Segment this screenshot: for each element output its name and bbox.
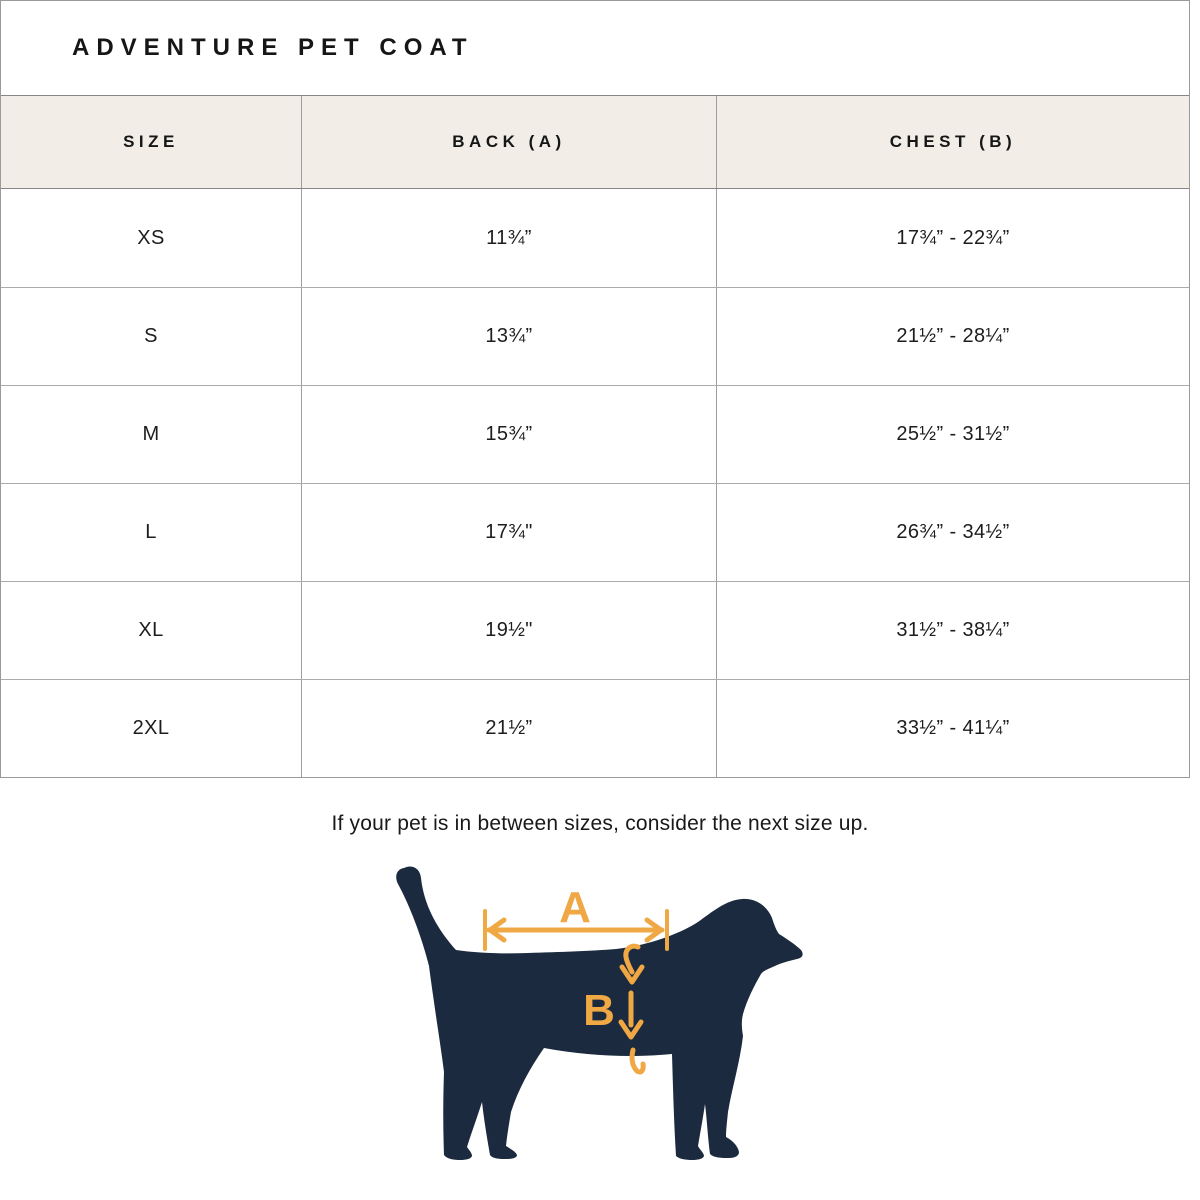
- table-row: [1, 385, 1189, 483]
- table-row: [1, 483, 1189, 581]
- table-row: [1, 189, 1189, 287]
- chest-measure-label: B: [583, 986, 615, 1035]
- page-title: ADVENTURE PET COAT: [72, 34, 474, 61]
- column-header-size: SIZE: [123, 132, 179, 151]
- back-value: 17¾": [301, 484, 716, 581]
- back-value: 19½": [301, 582, 716, 679]
- chest-value: 17¾” - 22¾”: [716, 189, 1189, 287]
- back-value: 13¾”: [301, 288, 716, 385]
- table-header-row: [1, 96, 1189, 189]
- table-row: [1, 287, 1189, 385]
- size-value: 2XL: [132, 717, 170, 739]
- column-header-back: BACK (A): [301, 96, 716, 188]
- chest-value: 31½” - 38¼”: [716, 582, 1189, 679]
- back-value: 11¾”: [301, 189, 716, 287]
- sizing-note: If your pet is in between sizes, consider the next size up.: [331, 812, 869, 835]
- size-value: S: [144, 325, 158, 347]
- chest-value: 25½” - 31½”: [716, 386, 1189, 483]
- back-value: 21½”: [301, 680, 716, 777]
- size-value: XS: [137, 226, 165, 249]
- table-row: [1, 679, 1189, 777]
- size-value: XL: [138, 619, 164, 641]
- table-row: [1, 581, 1189, 679]
- back-value: 15¾”: [301, 386, 716, 483]
- chest-value: 33½” - 41¼”: [716, 680, 1189, 777]
- chest-value: 26¾” - 34½”: [716, 484, 1189, 581]
- dog-measurement-diagram: [392, 862, 812, 1172]
- size-value: L: [145, 521, 157, 543]
- chest-value: 21½” - 28¼”: [716, 288, 1189, 385]
- column-header-chest: CHEST (B): [716, 96, 1189, 188]
- back-measure-label: A: [559, 883, 591, 932]
- title-bar: [1, 1, 1189, 96]
- size-value: M: [142, 423, 160, 445]
